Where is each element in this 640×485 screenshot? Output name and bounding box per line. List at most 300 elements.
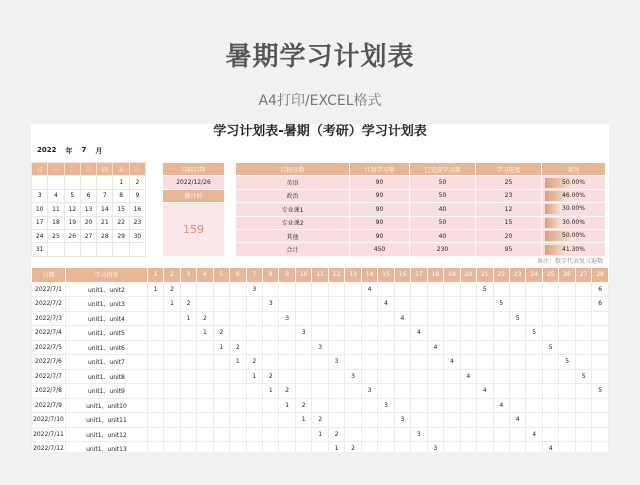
day-cell[interactable] bbox=[312, 398, 328, 413]
day-cell[interactable] bbox=[279, 413, 295, 428]
day-cell[interactable] bbox=[361, 369, 377, 384]
day-cell[interactable] bbox=[361, 311, 377, 326]
day-cell[interactable] bbox=[460, 398, 476, 413]
day-cell[interactable] bbox=[378, 326, 394, 341]
calendar-day[interactable]: 7 bbox=[97, 189, 113, 202]
day-cell[interactable] bbox=[394, 326, 410, 341]
day-cell[interactable] bbox=[460, 442, 476, 453]
day-cell[interactable] bbox=[444, 282, 460, 297]
day-cell[interactable] bbox=[427, 326, 443, 341]
day-cell[interactable] bbox=[361, 427, 377, 442]
day-cell[interactable] bbox=[394, 398, 410, 413]
day-cell[interactable] bbox=[328, 282, 344, 297]
day-cell[interactable] bbox=[559, 384, 575, 399]
day-cell[interactable] bbox=[477, 355, 493, 370]
day-cell[interactable] bbox=[246, 427, 262, 442]
day-cell[interactable] bbox=[477, 442, 493, 453]
review-count[interactable]: 3 bbox=[279, 311, 295, 326]
review-count[interactable]: 2 bbox=[263, 369, 279, 384]
day-cell[interactable] bbox=[411, 398, 427, 413]
day-cell[interactable] bbox=[147, 413, 163, 428]
day-cell[interactable] bbox=[328, 326, 344, 341]
day-cell[interactable] bbox=[493, 369, 509, 384]
day-cell[interactable] bbox=[361, 442, 377, 453]
review-count[interactable]: 2 bbox=[213, 326, 229, 341]
day-cell[interactable] bbox=[328, 311, 344, 326]
day-cell[interactable] bbox=[575, 340, 591, 355]
calendar-day[interactable] bbox=[113, 243, 129, 256]
day-cell[interactable] bbox=[378, 282, 394, 297]
day-cell[interactable] bbox=[592, 442, 609, 453]
day-cell[interactable] bbox=[411, 340, 427, 355]
day-cell[interactable] bbox=[147, 442, 163, 453]
day-cell[interactable] bbox=[345, 340, 361, 355]
calendar-day[interactable]: 17 bbox=[32, 216, 48, 229]
day-cell[interactable] bbox=[542, 282, 558, 297]
day-cell[interactable] bbox=[295, 311, 311, 326]
day-cell[interactable] bbox=[510, 369, 526, 384]
day-cell[interactable] bbox=[542, 427, 558, 442]
day-cell[interactable] bbox=[263, 311, 279, 326]
day-cell[interactable] bbox=[345, 355, 361, 370]
day-cell[interactable] bbox=[394, 282, 410, 297]
day-cell[interactable] bbox=[345, 311, 361, 326]
day-cell[interactable] bbox=[542, 326, 558, 341]
day-cell[interactable] bbox=[542, 413, 558, 428]
calendar-day[interactable]: 5 bbox=[64, 189, 80, 202]
day-cell[interactable] bbox=[493, 442, 509, 453]
day-cell[interactable] bbox=[559, 369, 575, 384]
day-cell[interactable] bbox=[230, 311, 246, 326]
day-cell[interactable] bbox=[147, 311, 163, 326]
review-count[interactable]: 2 bbox=[180, 297, 196, 312]
day-cell[interactable] bbox=[328, 297, 344, 312]
day-cell[interactable] bbox=[427, 282, 443, 297]
day-cell[interactable] bbox=[542, 355, 558, 370]
day-cell[interactable] bbox=[246, 413, 262, 428]
calendar-day[interactable]: 1 bbox=[113, 176, 129, 189]
day-cell[interactable] bbox=[246, 326, 262, 341]
review-count[interactable]: 1 bbox=[246, 369, 262, 384]
day-cell[interactable] bbox=[526, 369, 542, 384]
review-count[interactable]: 5 bbox=[592, 384, 609, 399]
calendar-day[interactable] bbox=[48, 243, 64, 256]
review-count[interactable]: 2 bbox=[164, 282, 180, 297]
day-cell[interactable] bbox=[510, 340, 526, 355]
review-count[interactable]: 1 bbox=[197, 326, 213, 341]
calendar-day[interactable]: 3 bbox=[32, 189, 48, 202]
day-cell[interactable] bbox=[444, 326, 460, 341]
day-cell[interactable] bbox=[460, 413, 476, 428]
day-cell[interactable] bbox=[477, 326, 493, 341]
review-count[interactable]: 5 bbox=[542, 340, 558, 355]
day-cell[interactable] bbox=[559, 442, 575, 453]
day-cell[interactable] bbox=[164, 398, 180, 413]
calendar-day[interactable]: 16 bbox=[129, 203, 145, 216]
day-cell[interactable] bbox=[295, 442, 311, 453]
calendar-day[interactable]: 14 bbox=[97, 203, 113, 216]
day-cell[interactable] bbox=[147, 398, 163, 413]
day-cell[interactable] bbox=[180, 340, 196, 355]
review-count[interactable]: 3 bbox=[263, 297, 279, 312]
day-cell[interactable] bbox=[394, 442, 410, 453]
day-cell[interactable] bbox=[180, 355, 196, 370]
review-count[interactable]: 2 bbox=[295, 398, 311, 413]
calendar-day[interactable]: 15 bbox=[113, 203, 129, 216]
day-cell[interactable] bbox=[526, 384, 542, 399]
review-count[interactable]: 1 bbox=[295, 413, 311, 428]
day-cell[interactable] bbox=[295, 355, 311, 370]
day-cell[interactable] bbox=[328, 413, 344, 428]
day-cell[interactable] bbox=[279, 340, 295, 355]
day-cell[interactable] bbox=[180, 442, 196, 453]
day-cell[interactable] bbox=[493, 413, 509, 428]
day-cell[interactable] bbox=[180, 427, 196, 442]
day-cell[interactable] bbox=[510, 282, 526, 297]
day-cell[interactable] bbox=[279, 355, 295, 370]
day-cell[interactable] bbox=[345, 384, 361, 399]
day-cell[interactable] bbox=[526, 355, 542, 370]
day-cell[interactable] bbox=[164, 326, 180, 341]
review-count[interactable]: 2 bbox=[246, 355, 262, 370]
day-cell[interactable] bbox=[361, 398, 377, 413]
day-cell[interactable] bbox=[197, 282, 213, 297]
review-count[interactable]: 3 bbox=[312, 340, 328, 355]
day-cell[interactable] bbox=[213, 442, 229, 453]
calendar-day[interactable] bbox=[48, 176, 64, 189]
day-cell[interactable] bbox=[493, 384, 509, 399]
calendar-day[interactable]: 31 bbox=[32, 243, 48, 256]
day-cell[interactable] bbox=[279, 427, 295, 442]
day-cell[interactable] bbox=[164, 355, 180, 370]
day-cell[interactable] bbox=[510, 355, 526, 370]
day-cell[interactable] bbox=[197, 398, 213, 413]
day-cell[interactable] bbox=[230, 282, 246, 297]
day-cell[interactable] bbox=[510, 384, 526, 399]
calendar-day[interactable] bbox=[129, 243, 145, 256]
day-cell[interactable] bbox=[411, 384, 427, 399]
day-cell[interactable] bbox=[592, 369, 609, 384]
review-count[interactable]: 3 bbox=[246, 282, 262, 297]
day-cell[interactable] bbox=[427, 355, 443, 370]
day-cell[interactable] bbox=[444, 442, 460, 453]
day-cell[interactable] bbox=[411, 355, 427, 370]
day-cell[interactable] bbox=[493, 282, 509, 297]
calendar-day[interactable]: 28 bbox=[97, 229, 113, 242]
day-cell[interactable] bbox=[444, 384, 460, 399]
review-count[interactable]: 5 bbox=[510, 311, 526, 326]
day-cell[interactable] bbox=[477, 398, 493, 413]
day-cell[interactable] bbox=[312, 442, 328, 453]
day-cell[interactable] bbox=[427, 369, 443, 384]
day-cell[interactable] bbox=[575, 384, 591, 399]
day-cell[interactable] bbox=[361, 326, 377, 341]
review-count[interactable]: 6 bbox=[592, 282, 609, 297]
day-cell[interactable] bbox=[411, 282, 427, 297]
day-cell[interactable] bbox=[295, 384, 311, 399]
day-cell[interactable] bbox=[493, 355, 509, 370]
review-count[interactable]: 1 bbox=[328, 442, 344, 453]
day-cell[interactable] bbox=[213, 427, 229, 442]
day-cell[interactable] bbox=[345, 326, 361, 341]
calendar-day[interactable]: 25 bbox=[48, 229, 64, 242]
review-count[interactable]: 2 bbox=[230, 340, 246, 355]
calendar-day[interactable] bbox=[32, 176, 48, 189]
day-cell[interactable] bbox=[345, 297, 361, 312]
calendar-day[interactable]: 24 bbox=[32, 229, 48, 242]
day-cell[interactable] bbox=[526, 340, 542, 355]
day-cell[interactable] bbox=[559, 311, 575, 326]
day-cell[interactable] bbox=[592, 427, 609, 442]
day-cell[interactable] bbox=[246, 442, 262, 453]
day-cell[interactable] bbox=[263, 340, 279, 355]
day-cell[interactable] bbox=[213, 413, 229, 428]
day-cell[interactable] bbox=[575, 297, 591, 312]
day-cell[interactable] bbox=[147, 340, 163, 355]
day-cell[interactable] bbox=[279, 442, 295, 453]
day-cell[interactable] bbox=[246, 311, 262, 326]
review-count[interactable]: 5 bbox=[526, 326, 542, 341]
day-cell[interactable] bbox=[328, 369, 344, 384]
review-count[interactable]: 1 bbox=[213, 340, 229, 355]
review-count[interactable]: 5 bbox=[493, 297, 509, 312]
day-cell[interactable] bbox=[197, 413, 213, 428]
day-cell[interactable] bbox=[279, 282, 295, 297]
review-count[interactable]: 3 bbox=[411, 427, 427, 442]
day-cell[interactable] bbox=[213, 384, 229, 399]
day-cell[interactable] bbox=[213, 369, 229, 384]
day-cell[interactable] bbox=[510, 297, 526, 312]
day-cell[interactable] bbox=[394, 340, 410, 355]
day-cell[interactable] bbox=[147, 369, 163, 384]
day-cell[interactable] bbox=[592, 355, 609, 370]
calendar-day[interactable] bbox=[64, 243, 80, 256]
day-cell[interactable] bbox=[444, 427, 460, 442]
day-cell[interactable] bbox=[345, 282, 361, 297]
day-cell[interactable] bbox=[197, 427, 213, 442]
day-cell[interactable] bbox=[246, 384, 262, 399]
calendar-day[interactable] bbox=[97, 243, 113, 256]
day-cell[interactable] bbox=[312, 355, 328, 370]
day-cell[interactable] bbox=[575, 326, 591, 341]
day-cell[interactable] bbox=[592, 340, 609, 355]
day-cell[interactable] bbox=[295, 297, 311, 312]
day-cell[interactable] bbox=[378, 442, 394, 453]
day-cell[interactable] bbox=[328, 340, 344, 355]
day-cell[interactable] bbox=[312, 384, 328, 399]
day-cell[interactable] bbox=[526, 311, 542, 326]
day-cell[interactable] bbox=[197, 384, 213, 399]
day-cell[interactable] bbox=[444, 311, 460, 326]
day-cell[interactable] bbox=[526, 398, 542, 413]
review-count[interactable]: 3 bbox=[394, 413, 410, 428]
day-cell[interactable] bbox=[559, 297, 575, 312]
review-count[interactable]: 5 bbox=[575, 369, 591, 384]
day-cell[interactable] bbox=[378, 311, 394, 326]
day-cell[interactable] bbox=[197, 297, 213, 312]
day-cell[interactable] bbox=[493, 326, 509, 341]
day-cell[interactable] bbox=[493, 340, 509, 355]
day-cell[interactable] bbox=[542, 311, 558, 326]
review-count[interactable]: 3 bbox=[361, 384, 377, 399]
review-count[interactable]: 4 bbox=[427, 340, 443, 355]
day-cell[interactable] bbox=[427, 413, 443, 428]
day-cell[interactable] bbox=[559, 326, 575, 341]
day-cell[interactable] bbox=[444, 413, 460, 428]
calendar-day[interactable]: 27 bbox=[80, 229, 96, 242]
day-cell[interactable] bbox=[592, 398, 609, 413]
calendar-day[interactable] bbox=[80, 243, 96, 256]
review-count[interactable]: 4 bbox=[394, 311, 410, 326]
review-count[interactable]: 2 bbox=[279, 384, 295, 399]
day-cell[interactable] bbox=[345, 413, 361, 428]
day-cell[interactable] bbox=[180, 369, 196, 384]
calendar-day[interactable]: 11 bbox=[48, 203, 64, 216]
day-cell[interactable] bbox=[361, 340, 377, 355]
calendar-day[interactable] bbox=[97, 176, 113, 189]
calendar-day[interactable]: 30 bbox=[129, 229, 145, 242]
review-count[interactable]: 3 bbox=[328, 355, 344, 370]
calendar-day[interactable]: 26 bbox=[64, 229, 80, 242]
day-cell[interactable] bbox=[328, 384, 344, 399]
day-cell[interactable] bbox=[559, 427, 575, 442]
day-cell[interactable] bbox=[427, 311, 443, 326]
review-count[interactable]: 4 bbox=[444, 355, 460, 370]
day-cell[interactable] bbox=[477, 311, 493, 326]
day-cell[interactable] bbox=[230, 369, 246, 384]
day-cell[interactable] bbox=[279, 326, 295, 341]
review-count[interactable]: 4 bbox=[526, 427, 542, 442]
day-cell[interactable] bbox=[575, 355, 591, 370]
calendar-day[interactable] bbox=[80, 176, 96, 189]
day-cell[interactable] bbox=[147, 355, 163, 370]
day-cell[interactable] bbox=[592, 413, 609, 428]
day-cell[interactable] bbox=[197, 355, 213, 370]
day-cell[interactable] bbox=[295, 340, 311, 355]
day-cell[interactable] bbox=[180, 326, 196, 341]
day-cell[interactable] bbox=[460, 282, 476, 297]
day-cell[interactable] bbox=[427, 427, 443, 442]
day-cell[interactable] bbox=[230, 442, 246, 453]
day-cell[interactable] bbox=[411, 413, 427, 428]
day-cell[interactable] bbox=[427, 384, 443, 399]
day-cell[interactable] bbox=[312, 326, 328, 341]
day-cell[interactable] bbox=[197, 442, 213, 453]
day-cell[interactable] bbox=[147, 427, 163, 442]
day-cell[interactable] bbox=[575, 442, 591, 453]
day-cell[interactable] bbox=[147, 326, 163, 341]
day-cell[interactable] bbox=[378, 369, 394, 384]
day-cell[interactable] bbox=[542, 297, 558, 312]
day-cell[interactable] bbox=[460, 427, 476, 442]
review-count[interactable]: 1 bbox=[279, 398, 295, 413]
day-cell[interactable] bbox=[164, 369, 180, 384]
review-count[interactable]: 4 bbox=[411, 326, 427, 341]
day-cell[interactable] bbox=[164, 340, 180, 355]
review-count[interactable]: 1 bbox=[312, 427, 328, 442]
day-cell[interactable] bbox=[230, 413, 246, 428]
day-cell[interactable] bbox=[477, 340, 493, 355]
calendar-day[interactable]: 21 bbox=[97, 216, 113, 229]
day-cell[interactable] bbox=[263, 427, 279, 442]
day-cell[interactable] bbox=[542, 369, 558, 384]
day-cell[interactable] bbox=[460, 311, 476, 326]
day-cell[interactable] bbox=[230, 427, 246, 442]
day-cell[interactable] bbox=[164, 442, 180, 453]
day-cell[interactable] bbox=[147, 297, 163, 312]
day-cell[interactable] bbox=[378, 413, 394, 428]
day-cell[interactable] bbox=[279, 297, 295, 312]
calendar-day[interactable]: 20 bbox=[80, 216, 96, 229]
day-cell[interactable] bbox=[213, 311, 229, 326]
day-cell[interactable] bbox=[394, 369, 410, 384]
review-count[interactable]: 1 bbox=[263, 384, 279, 399]
review-count[interactable]: 4 bbox=[542, 442, 558, 453]
day-cell[interactable] bbox=[427, 398, 443, 413]
day-cell[interactable] bbox=[295, 427, 311, 442]
day-cell[interactable] bbox=[230, 297, 246, 312]
calendar-day[interactable]: 23 bbox=[129, 216, 145, 229]
review-count[interactable]: 1 bbox=[147, 282, 163, 297]
day-cell[interactable] bbox=[246, 297, 262, 312]
day-cell[interactable] bbox=[493, 427, 509, 442]
review-count[interactable]: 1 bbox=[180, 311, 196, 326]
review-count[interactable]: 4 bbox=[510, 413, 526, 428]
calendar-day[interactable]: 10 bbox=[32, 203, 48, 216]
day-cell[interactable] bbox=[592, 326, 609, 341]
calendar-day[interactable]: 9 bbox=[129, 189, 145, 202]
day-cell[interactable] bbox=[394, 355, 410, 370]
day-cell[interactable] bbox=[394, 427, 410, 442]
day-cell[interactable] bbox=[378, 384, 394, 399]
day-cell[interactable] bbox=[411, 369, 427, 384]
day-cell[interactable] bbox=[246, 340, 262, 355]
day-cell[interactable] bbox=[312, 369, 328, 384]
day-cell[interactable] bbox=[295, 369, 311, 384]
day-cell[interactable] bbox=[213, 282, 229, 297]
day-cell[interactable] bbox=[263, 355, 279, 370]
review-count[interactable]: 3 bbox=[345, 369, 361, 384]
day-cell[interactable] bbox=[147, 384, 163, 399]
day-cell[interactable] bbox=[180, 413, 196, 428]
day-cell[interactable] bbox=[559, 282, 575, 297]
day-cell[interactable] bbox=[180, 282, 196, 297]
day-cell[interactable] bbox=[559, 340, 575, 355]
day-cell[interactable] bbox=[575, 398, 591, 413]
calendar-day[interactable]: 6 bbox=[80, 189, 96, 202]
day-cell[interactable] bbox=[328, 398, 344, 413]
day-cell[interactable] bbox=[263, 282, 279, 297]
day-cell[interactable] bbox=[460, 340, 476, 355]
day-cell[interactable] bbox=[460, 326, 476, 341]
day-cell[interactable] bbox=[526, 297, 542, 312]
day-cell[interactable] bbox=[394, 297, 410, 312]
calendar-day[interactable]: 13 bbox=[80, 203, 96, 216]
day-cell[interactable] bbox=[213, 355, 229, 370]
day-cell[interactable] bbox=[575, 413, 591, 428]
review-count[interactable]: 4 bbox=[378, 297, 394, 312]
day-cell[interactable] bbox=[263, 326, 279, 341]
day-cell[interactable] bbox=[542, 398, 558, 413]
review-count[interactable]: 2 bbox=[312, 413, 328, 428]
day-cell[interactable] bbox=[493, 311, 509, 326]
day-cell[interactable] bbox=[460, 355, 476, 370]
day-cell[interactable] bbox=[444, 297, 460, 312]
calendar-day[interactable]: 8 bbox=[113, 189, 129, 202]
day-cell[interactable] bbox=[477, 369, 493, 384]
day-cell[interactable] bbox=[477, 413, 493, 428]
day-cell[interactable] bbox=[575, 427, 591, 442]
